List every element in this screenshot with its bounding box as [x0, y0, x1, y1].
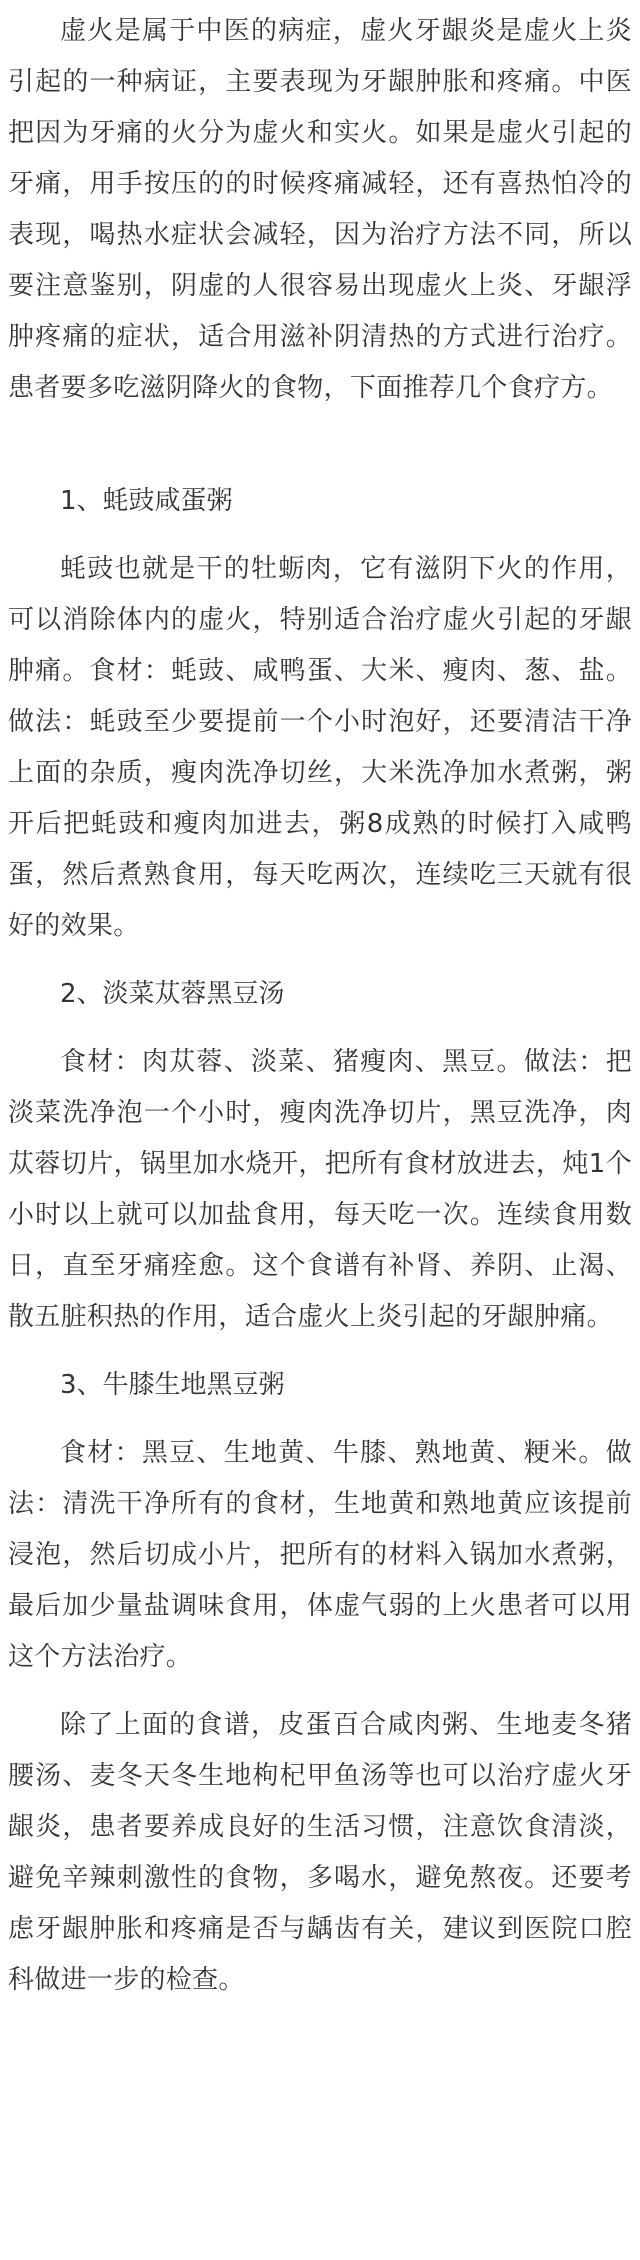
- recipe-3-title: 3、牛膝生地黑豆粥: [60, 1370, 285, 1400]
- spacer: [8, 1411, 632, 1428]
- closing-paragraph: 除了上面的食谱，皮蛋百合咸肉粥、生地麦冬猪腰汤、麦冬天冬生地枸杞甲鱼汤等也可以治疗虚火牙龈炎，患者要养成良好的生活习惯，注意饮食清淡，避免辛辣刺激性的食物，多喝水，避免熬夜。还要考虑牙龈肿胀和疼痛是否与龋齿有关，建议到医院口腔科做进一步的检查。: [8, 1710, 632, 1995]
- spacer: [8, 1020, 632, 1037]
- recipe-2-body: 食材：肉苁蓉、淡菜、猪瘦肉、黑豆。做法：把淡菜洗净泡一个小时，瘦肉洗净切片，黑豆洗净，肉苁蓉切片，锅里加水烧开，把所有食材放进去，炖1个小时以上就可以加盐食用，每天吃一次。连续食用数日，直至牙痛痊愈。这个食谱有补肾、养阴、止渴、散五脏积热的作用，适合虚火上炎引起的牙龈肿痛。: [8, 1047, 632, 1332]
- spacer: [8, 952, 632, 969]
- spacer: [8, 1343, 632, 1360]
- spacer: [8, 414, 632, 476]
- intro-paragraph: 虚火是属于中医的病症，虚火牙龈炎是虚火上炎引起的一种病证，主要表现为牙龈肿胀和疼痛。中医把因为牙痛的火分为虚火和实火。如果是虚火引起的牙痛，用手按压的的时候疼痛减轻，还有喜热怕冷的表现，喝热水症状会减轻，因为治疗方法不同，所以要注意鉴别，阴虚的人很容易出现虚火上炎、牙龈浮肿疼痛的症状，适合用滋补阴清热的方式进行治疗。患者要多吃滋阴降火的食物，下面推荐几个食疗方。: [8, 16, 632, 403]
- recipe-1-body: 蚝豉也就是干的牡蛎肉，它有滋阴下火的作用，可以消除体内的虚火，特别适合治疗虚火引起的牙龈肿痛。食材：蚝豉、咸鸭蛋、大米、瘦肉、葱、盐。做法：蚝豉至少要提前一个小时泡好，还要清洁干净上面的杂质，瘦肉洗净切丝，大米洗净加水煮粥，粥开后把蚝豉和瘦肉加进去，粥8成熟的时候打入咸鸭蛋，然后煮熟食用，每天吃两次，连续吃三天就有很好的效果。: [8, 554, 632, 941]
- spacer: [8, 1683, 632, 1700]
- recipe-3-body: 食材：黑豆、生地黄、牛膝、熟地黄、粳米。做法：清洗干净所有的食材，生地黄和熟地黄应该提前浸泡，然后切成小片，把所有的材料入锅加水煮粥，最后加少量盐调味食用，体虚气弱的上火患者可以用这个方法治疗。: [8, 1438, 632, 1672]
- recipe-2-title: 2、淡菜苁蓉黑豆汤: [60, 979, 285, 1009]
- recipe-1-title: 1、蚝豉咸蛋粥: [60, 486, 233, 516]
- spacer: [8, 527, 632, 544]
